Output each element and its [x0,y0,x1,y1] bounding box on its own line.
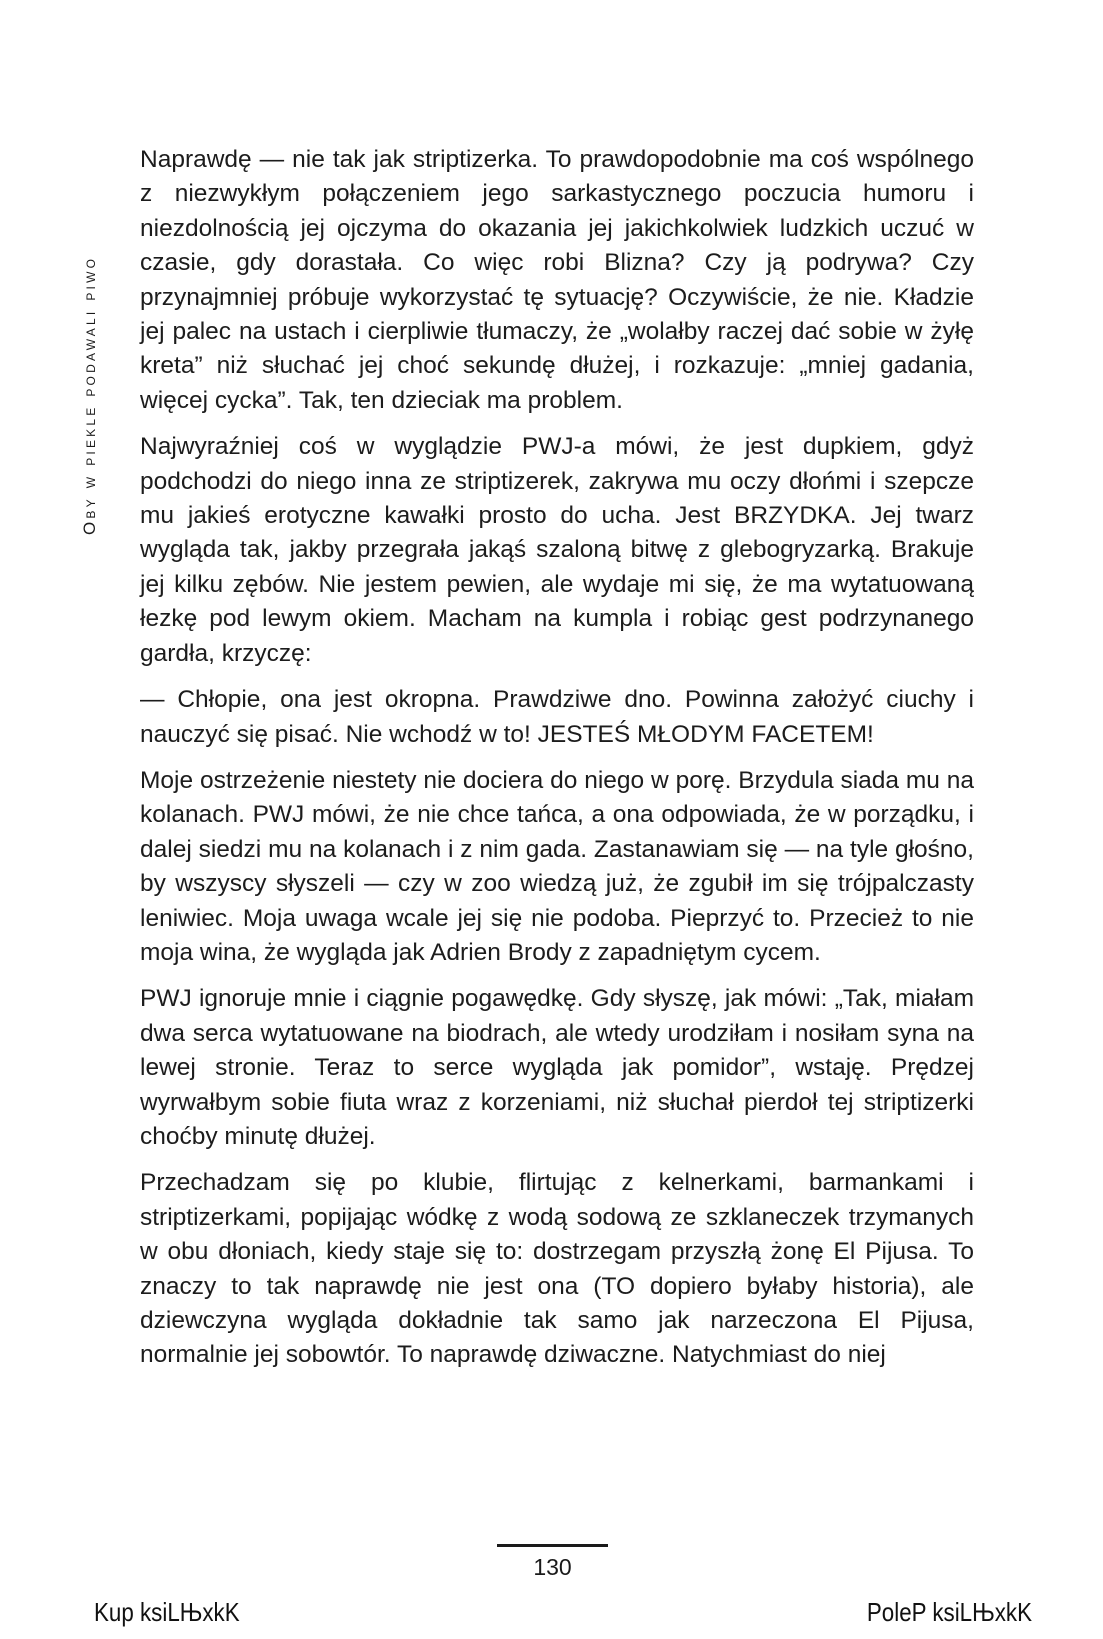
paragraph-4: Moje ostrzeżenie niestety nie dociera do niego w porę. Brzydula siada mu na kolanach. PWJ mówi, że nie chce tańca, a ona odpowiada, że w porządku, i dalej siedzi mu na kolanach i z nim gada. Zastanawiam się — na tyle głośno, by wszyscy słyszeli — czy w zoo wiedzą już, że zgubił im się trójpalczasty leniwiec. Moja uwaga wcale jej się nie podoba. Pieprzyć to. Przecież to nie moja wina, że wygląda jak Adrien Brody z zapadniętym cycem. [140,766,974,966]
page-number-rule [497,1544,608,1547]
running-head: Oby w piekle podawali piwo [80,255,99,535]
page-number: 130 [533,1554,572,1580]
paragraph-6: Przechadzam się po klubie, flirtując z kelnerkami, barmankami i striptizerkami, popijając wódkę z wodą sodową ze szklaneczek trzymanych w obu dłoniach, kiedy staje się to: dostrzegam przyszłą żonę El Pijusa. To znaczy to tak naprawdę nie jest ona (TO dopiero byłaby historia), ale dziewczyna wygląda dokładnie tak samo jak narzeczona El Pijusa, normalnie jej sobowtór. To naprawdę dziwaczne. Natychmiast do niej [140,1169,974,1369]
buy-book-link[interactable]: Kup ksiLЊxkK [94,1597,240,1627]
body-text [140,143,974,1385]
paragraph-3: — Chłopie, ona jest okropna. Prawdziwe dno. Powinna założyć ciuchy i nauczyć się pisać. Nie wchodź w to! JESTEŚ MŁODYM FACETEM! [140,686,974,748]
recommend-book-link[interactable]: PoleP ksiLЊxkK [866,1597,1032,1627]
paragraph-1: Naprawdę — nie tak jak striptizerka. To prawdopodobnie ma coś wspólnego z niezwykłym połączeniem jego sarkastycznego poczucia humoru i niezdolnością jej ojczyma do okazania jej jakichkolwiek ludzkich uczuć w czasie, gdy dorastała. Co więc robi Blizna? Czy ją podrywa? Czy przynajmniej próbuje wykorzystać tę sytuację? Oczywiście, że nie. Kładzie jej palec na ustach i cierpliwie tłumaczy, że „wolałby raczej dać sobie w żyłę kreta” niż słuchać jej choć sekundę dłużej, i rozkazuje: „mniej gadania, więcej cycka”. Tak, ten dzieciak ma problem. [140,146,974,414]
paragraph-5: PWJ ignoruje mnie i ciągnie pogawędkę. Gdy słyszę, jak mówi: „Tak, miałam dwa serca wytatuowane na biodrach, ale wtedy urodziłam i nosiłam syna na lewej stronie. Teraz to serce wygląda jak pomidor”, wstaję. Prędzej wyrwałbym sobie fiuta wraz z korzeniami, niż słuchał pierdoł tej striptizerki choćby minutę dłużej. [140,985,974,1150]
paragraph-2: Najwyraźniej coś w wyglądzie PWJ-a mówi, że jest dupkiem, gdyż podchodzi do niego inna ze striptizerek, zakrywa mu oczy dłońmi i szepcze mu jakieś erotyczne kawałki prosto do ucha. Jest BRZYDKA. Jej twarz wygląda tak, jakby przegrała jakąś szaloną bitwę z glebogryzarką. Brakuje jej kilku zębów. Nie jestem pewien, ale wydaje mi się, że ma wytatuowaną łezkę pod lewym okiem. Macham na kumpla i robiąc gest podrzynanego gardła, krzyczę: [140,433,974,667]
